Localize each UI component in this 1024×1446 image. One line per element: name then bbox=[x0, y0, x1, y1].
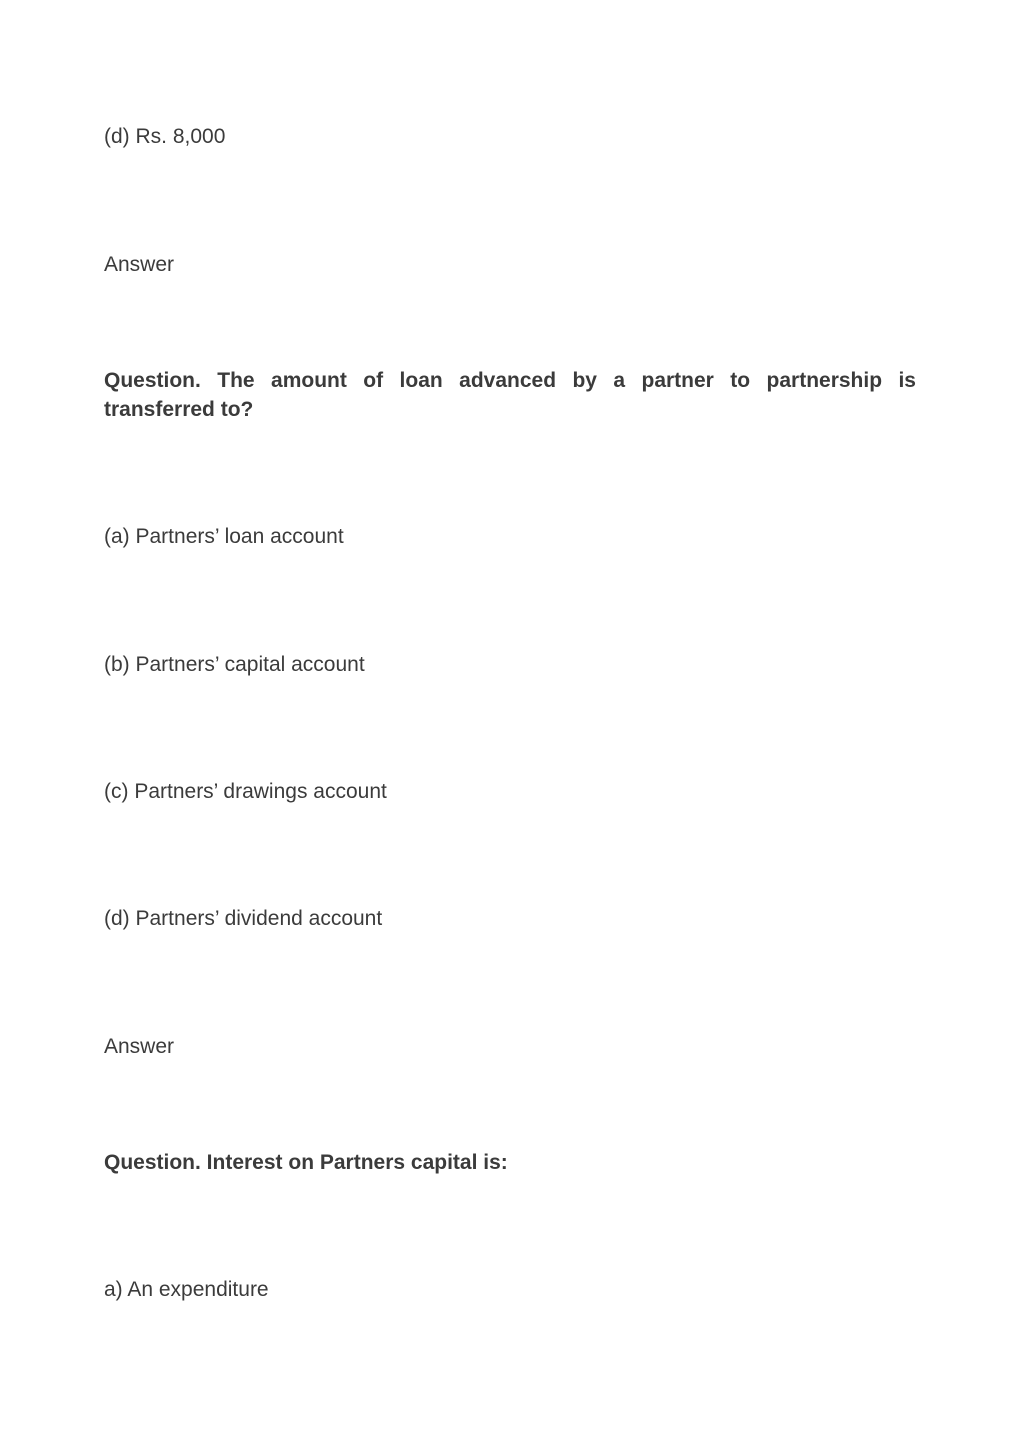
q1-option-a: (a) Partners’ loan account bbox=[104, 525, 344, 548]
question-2-text: Question. Interest on Partners capital is: bbox=[104, 1151, 508, 1174]
answer-toggle-1[interactable]: Answer bbox=[104, 253, 175, 276]
question-1-text: Question. The amount of loan advanced by a partner to partnership is transferred to? bbox=[104, 369, 916, 421]
answer-toggle-2[interactable]: Answer bbox=[104, 1035, 175, 1058]
q1-option-b: (b) Partners’ capital account bbox=[104, 653, 365, 676]
q1-option-d: (d) Partners’ dividend account bbox=[104, 907, 383, 930]
q2-option-a: a) An expenditure bbox=[104, 1278, 269, 1301]
q1-option-c: (c) Partners’ drawings account bbox=[104, 780, 387, 803]
option-d-previous: (d) Rs. 8,000 bbox=[104, 125, 226, 148]
